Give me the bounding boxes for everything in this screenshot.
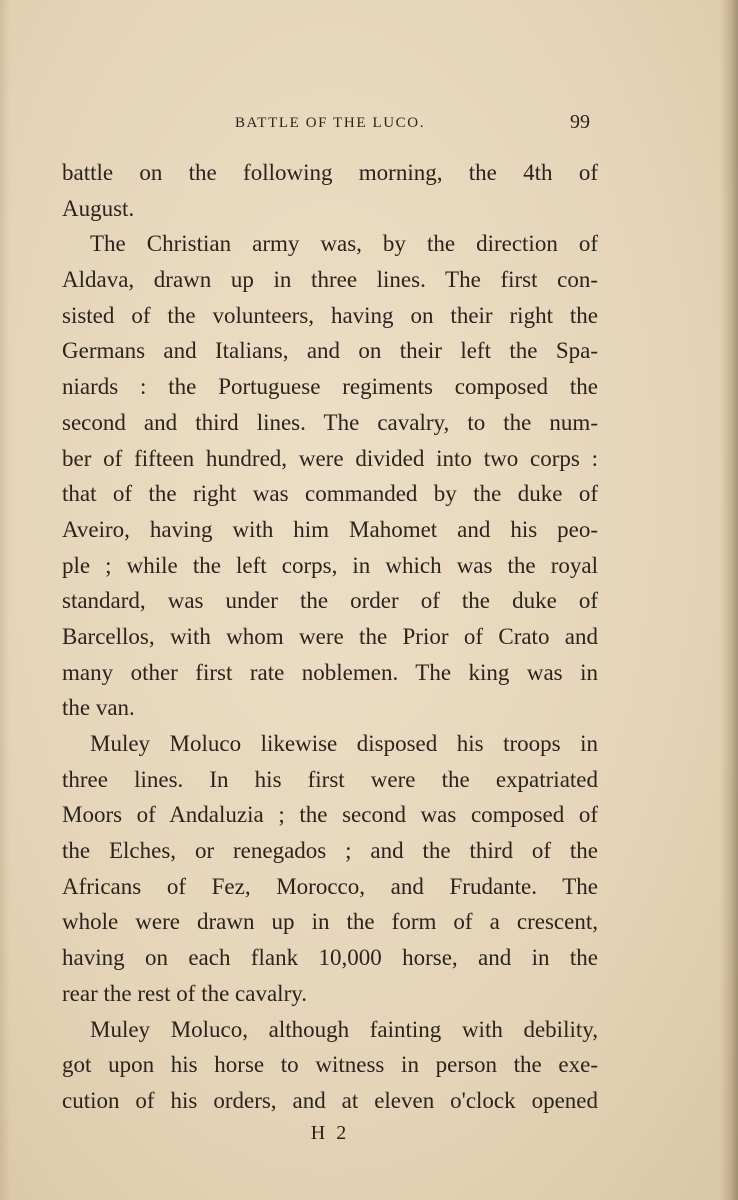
text-line: cution of his orders, and at eleven o'clock opened bbox=[62, 1087, 598, 1113]
signature-mark: H 2 bbox=[310, 1122, 350, 1144]
text-line: niards : the Portuguese regiments composed the bbox=[62, 374, 598, 400]
text-line: many other first rate noblemen. The king was in bbox=[62, 659, 598, 685]
text-line: three lines. In his first were the expatriated bbox=[62, 766, 598, 792]
text-line: ber of fifteen hundred, were divided into two corps : bbox=[62, 445, 598, 471]
page-left-shadow bbox=[0, 0, 10, 1200]
text-line: Barcellos, with whom were the Prior of Crato and bbox=[62, 623, 598, 649]
text-line: Muley Moluco, although fainting with debility, bbox=[90, 1016, 598, 1042]
text-line: Aldava, drawn up in three lines. The first con- bbox=[62, 267, 598, 293]
text-line: Germans and Italians, and on their left the Spa- bbox=[62, 338, 598, 364]
text-line: rear the rest of the cavalry. bbox=[62, 980, 307, 1006]
text-line: standard, was under the order of the duke of bbox=[62, 588, 598, 614]
text-line: Muley Moluco likewise disposed his troops in bbox=[90, 731, 598, 756]
text-line: ple ; while the left corps, in which was the royal bbox=[62, 552, 598, 578]
text-line: having on each flank 10,000 horse, and in the bbox=[62, 945, 598, 971]
text-line: the Elches, or renegados ; and the third of the bbox=[62, 838, 598, 864]
text-line: got upon his horse to witness in person the exe- bbox=[62, 1052, 598, 1078]
page-number: 99 bbox=[570, 111, 590, 133]
text-line: The Christian army was, by the direction of bbox=[90, 231, 598, 257]
page-right-shadow bbox=[720, 0, 738, 1200]
text-line: second and third lines. The cavalry, to the num- bbox=[62, 409, 598, 435]
text-line: the van. bbox=[62, 695, 135, 721]
running-title: BATTLE OF THE LUCO. bbox=[234, 115, 426, 131]
body-text bbox=[62, 155, 598, 1119]
text-line: whole were drawn up in the form of a crescent, bbox=[62, 909, 598, 935]
text-line: Moors of Andaluzia ; the second was composed of bbox=[62, 802, 598, 828]
text-line: August. bbox=[62, 195, 135, 221]
text-line: Africans of Fez, Morocco, and Frudante. The bbox=[62, 873, 598, 899]
text-line: sisted of the volunteers, having on their right the bbox=[62, 302, 598, 328]
text-line: Aveiro, having with him Mahomet and his peo- bbox=[62, 516, 598, 542]
text-line: battle on the following morning, the 4th of bbox=[62, 160, 598, 185]
text-line: that of the right was commanded by the duke of bbox=[62, 481, 598, 507]
